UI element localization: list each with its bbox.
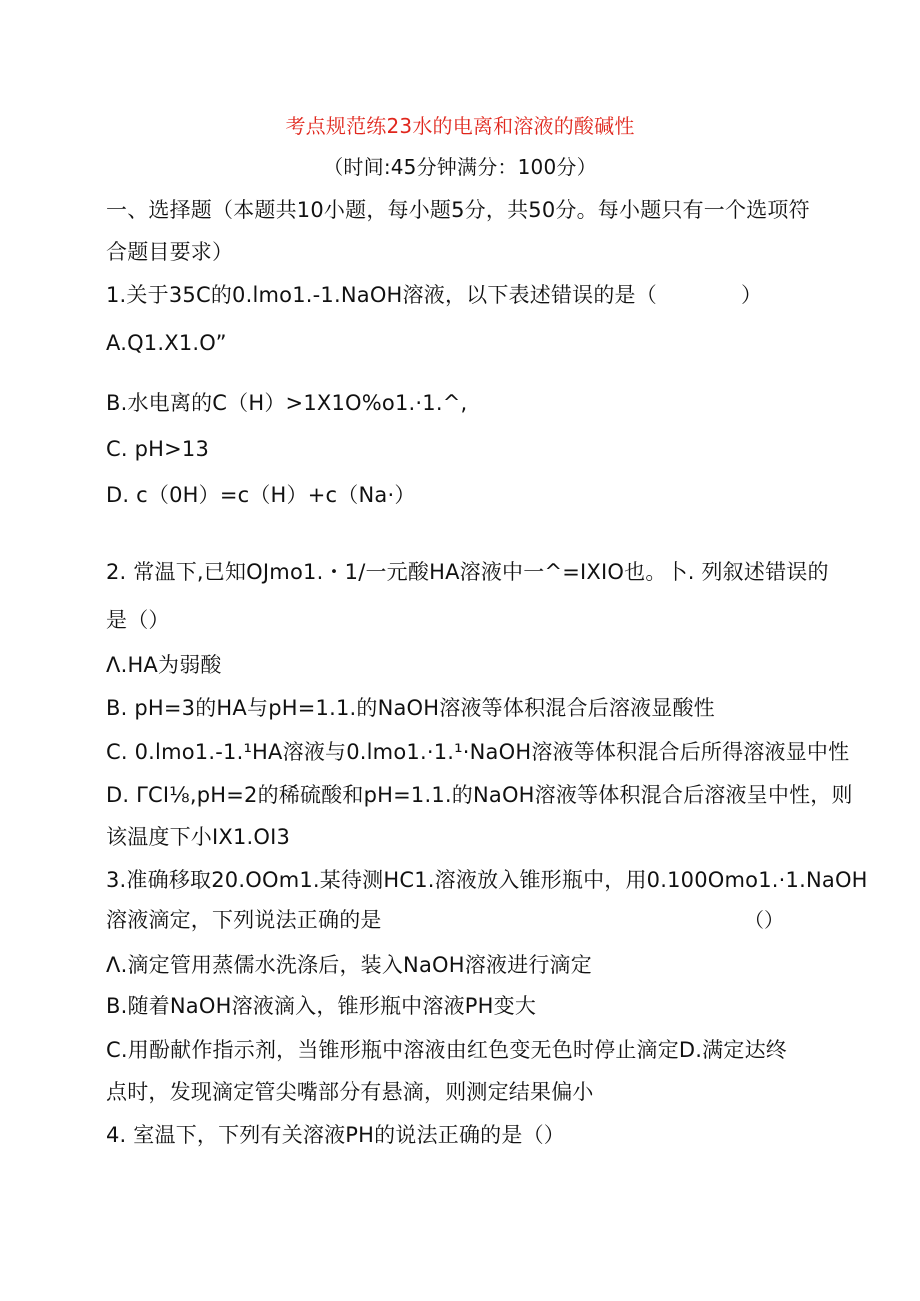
question-3-option-c: C.用酚献作指示剂，当锥形瓶中溶液由红色变无色时停止滴定D.满定达终 [106, 1038, 787, 1062]
question-2-stem-cont: 是（） [106, 608, 170, 632]
question-1-option-b: B.水电离的C（H）>1X1O%o1.·1.^, [106, 391, 468, 415]
question-2-option-a: Λ.HA为弱酸 [106, 653, 222, 677]
question-1-stem-text: 1.关于35C的0.lmo1.-1.NaOH溶液，以下表述错误的是（ [106, 283, 657, 307]
question-1-option-d: D. c（0H）=c（H）+c（Na·） [106, 483, 416, 507]
question-2-option-d: D. ΓCI⅛,pH=2的稀硫酸和pH=1.1.的NaOH溶液等体积混合后溶液呈中性，则 [106, 783, 853, 807]
page-title: 考点规范练23水的电离和溶液的酸碱性 [285, 114, 635, 138]
question-3-option-b: B.随着NaOH溶液滴入，锥形瓶中溶液PH变大 [106, 994, 537, 1018]
question-2-option-c: C. 0.lmo1.-1.¹HA溶液与0.lmo1.·1.¹·NaOH溶液等体积混合后所得溶液显中性 [106, 740, 850, 764]
question-1-stem [106, 281, 762, 309]
question-3-stem: 3.准确移取20.OOm1.某待测HC1.溶液放入锥形瓶中，用0.100Omo1.·1.NaOH [106, 868, 868, 892]
question-1-option-c: C. pH>13 [106, 437, 210, 461]
question-4-stem: 4. 室温下，下列有关溶液PH的说法正确的是（） [106, 1123, 565, 1147]
question-2-option-b: B. pH=3的HA与pH=1.1.的NaOH溶液等体积混合后溶液显酸性 [106, 696, 715, 720]
question-1-stem-close: ） [740, 283, 763, 307]
question-2-option-d-cont: 该温度下小IX1.OI3 [106, 825, 291, 849]
question-3-answer-paren: （） [744, 908, 784, 932]
section-heading-cont: 合题目要求） [106, 240, 234, 264]
question-1-option-a: A.Q1.X1.O” [106, 331, 227, 355]
section-heading: 一、选择题（本题共10小题，每小题5分，共50分。每小题只有一个选项符 [106, 198, 810, 222]
question-3-option-d: 点时，发现滴定管尖嘴部分有悬滴，则测定结果偏小 [106, 1080, 594, 1104]
page-subtitle: （时间:45分钟满分：100分） [323, 155, 597, 179]
question-3-option-a: Λ.滴定管用蒸儒水洗涤后，装入NaOH溶液进行滴定 [106, 953, 592, 977]
question-2-stem: 2. 常温下,已知OJmo1.・1/一元酸HA溶液中一^=IXIO也。卜. 列叙述错误的 [106, 560, 829, 584]
question-3-stem-cont: 溶液滴定，下列说法正确的是 [106, 908, 382, 932]
